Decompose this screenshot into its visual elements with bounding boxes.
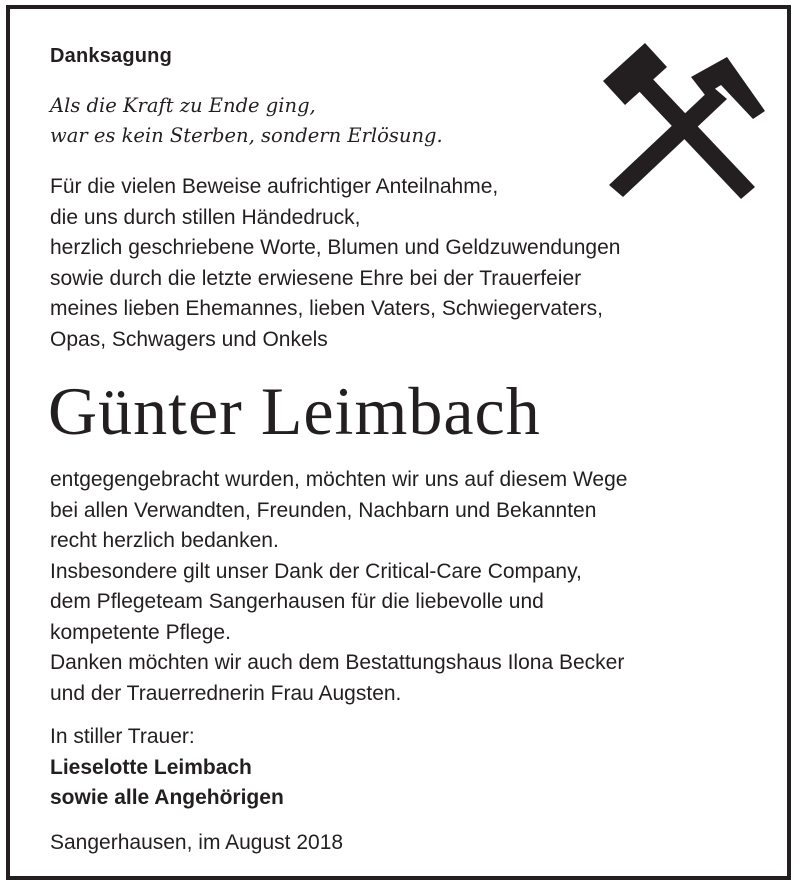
heading: Danksagung (50, 45, 173, 67)
text-line: Insbesondere gilt unser Dank der Critical-Care Company, (50, 559, 582, 583)
text-line: die uns durch stillen Händedruck, (50, 205, 361, 229)
text-line: bei allen Verwandten, Freunden, Nachbarn und Bekannten (50, 498, 597, 522)
text-line: Opas, Schwagers und Onkels (50, 327, 328, 351)
verse (50, 91, 443, 151)
verse-line: Als die Kraft zu Ende ging, (50, 94, 316, 117)
verse-line: war es kein Sterben, sondern Erlösung. (50, 124, 443, 147)
text-line: und der Trauerrednerin Frau Augsten. (50, 681, 402, 705)
signature-block (50, 722, 284, 814)
text-line: entgegengebracht wurden, möchten wir uns auf diesem Wege (50, 468, 628, 491)
text-line: kompetente Pflege. (50, 620, 231, 644)
signer-name: Lieselotte Leimbach (50, 755, 252, 779)
closing-intro: In stiller Trauer: (50, 725, 195, 748)
obituary-card (6, 5, 791, 880)
text-line: Für die vielen Beweise aufrichtiger Anteilnahme, (50, 175, 499, 198)
text-line: meines lieben Ehemannes, lieben Vaters, Schwiegervaters, (50, 297, 603, 320)
text-line: dem Pflegeteam Sangerhausen für die liebevolle und (50, 590, 544, 613)
text-line: Danken möchten wir auch dem Bestattungshaus Ilona Becker (50, 651, 625, 674)
place-and-date: Sangerhausen, im August 2018 (50, 831, 344, 854)
text-line: sowie durch die letzte erwiesene Ehre bei der Trauerfeier (50, 266, 582, 290)
signer-others: sowie alle Angehörigen (50, 786, 284, 809)
text-line: recht herzlich bedanken. (50, 529, 279, 552)
deceased-name: Günter Leimbach (48, 373, 541, 449)
text-line: herzlich geschriebene Worte, Blumen und Geldzuwendungen (50, 236, 621, 259)
thanks-paragraph-2 (50, 465, 750, 709)
thanks-paragraph-1 (50, 172, 750, 355)
